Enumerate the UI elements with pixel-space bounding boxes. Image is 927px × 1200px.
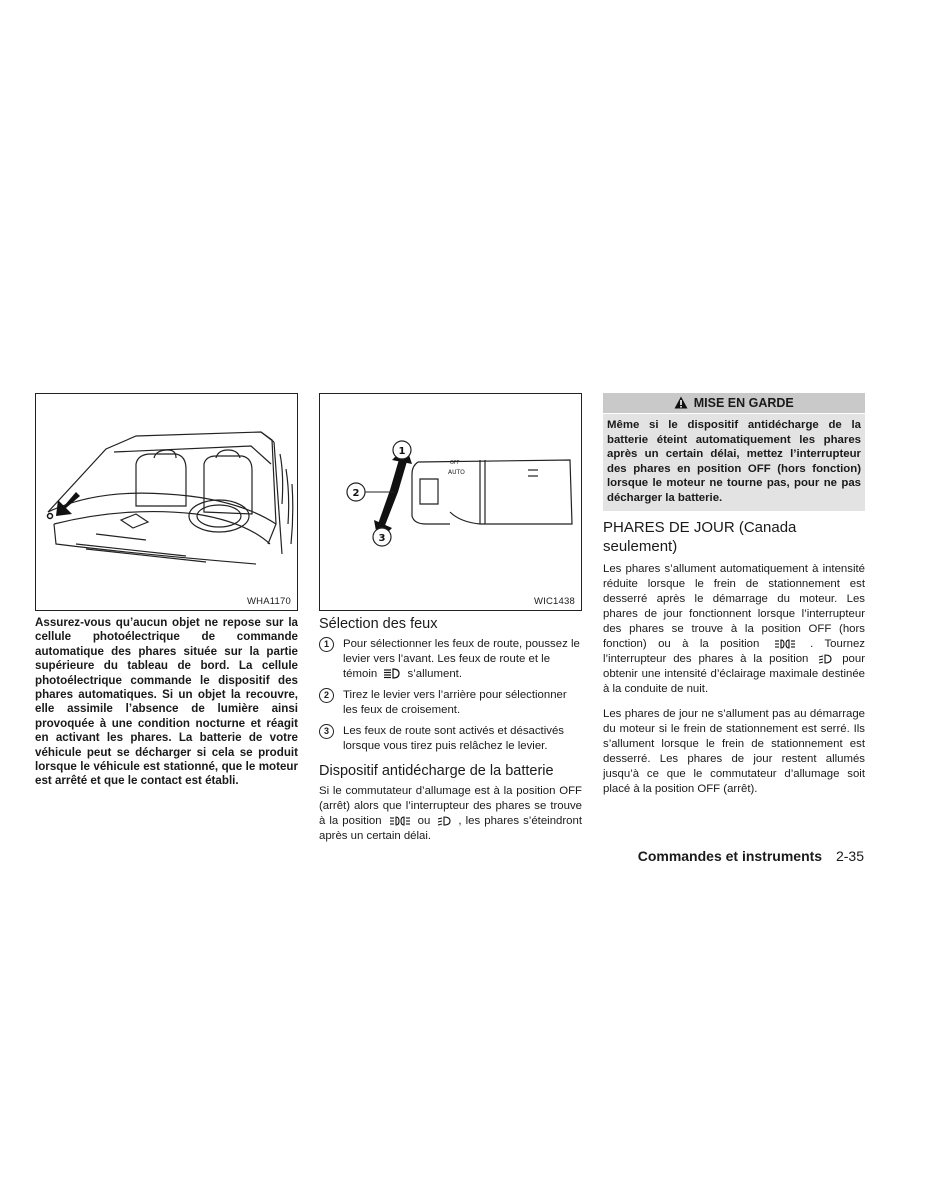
headlight-icon — [818, 654, 832, 664]
figure-dashboard-sensor — [35, 393, 298, 611]
column-middle — [319, 393, 582, 854]
footer-section-title: Commandes et instruments — [637, 848, 823, 864]
list-item: 3 Les feux de route sont activés et désactivés lorsque vous tirez puis relâchez le levier. — [319, 724, 582, 754]
switch-label-auto: AUTO — [448, 469, 465, 476]
heading-daytime-running-lights: PHARES DE JOUR (Canada seulement) — [603, 518, 797, 555]
photo-sensor-icon — [48, 514, 53, 519]
parking-light-icon — [389, 816, 411, 826]
figure-headlight-lever — [319, 393, 582, 611]
list-item: 1 Pour sélectionner les feux de route, poussez le levier vers l’avant. Les feux de route et le témoin s’allument. — [319, 637, 582, 682]
figure-caption: Assurez-vous qu’aucun objet ne repose sur la cellule photoélectrique de commande automatique des phares située sur la partie supérieure du tableau de bord. La cellule photoélectrique commande le dispositif des phares automatiques. Si un objet la recouvre, elle assimile l’absence de lumière ainsi provoquée à une condition nocturne et réagit en activant les phares. La batterie de votre véhicule peut se décharger si cela se produit lorsque le véhicule est stationné, que le moteur est arrêté et que le contact est établi. — [35, 616, 298, 788]
item-number: 3 — [319, 724, 334, 739]
high-beam-icon — [383, 668, 401, 679]
column-left — [35, 393, 298, 789]
switch-label-off: OFF — [450, 460, 460, 466]
item-number: 2 — [319, 688, 334, 703]
lever-illustration — [320, 394, 581, 610]
callout-3-label: 3 — [378, 533, 386, 544]
column-right — [603, 393, 865, 807]
beam-instructions-list — [319, 637, 582, 754]
lever-direction-arrow-icon — [374, 446, 412, 542]
parking-light-icon — [774, 639, 796, 649]
figure-code: WHA1170 — [247, 596, 291, 607]
page-number: 2-35 — [835, 848, 864, 864]
page-footer — [638, 848, 864, 864]
drl-paragraph-1: Les phares s’allument automatiquement à intensité réduite lorsque le frein de stationnement est desserré après le démarrage du moteur. Les phares de jour fonctionnent lorsque l’interrupteur des phares se trouve à la position OFF (hors fonction) ou à la position . Tournez l’interrupteur des phares à la position pour obtenir une intensité d’éclairage maximale destinée à la conduite de nuit. — [603, 562, 866, 695]
callout-2-label: 2 — [352, 488, 360, 499]
item-number: 1 — [319, 637, 334, 652]
dashboard-illustration — [36, 394, 297, 610]
callout-1-label: 1 — [398, 446, 406, 457]
drl-paragraph-2: Les phares de jour ne s’allument pas au démarrage du moteur si le frein de stationnement est serré. Ils s’allument lorsque le frein de stationnement est desserré. Les phares de jour restent allumés jusqu’à ce que le commutateur d’allumage soit placé à la position OFF (arrêt). — [603, 707, 865, 795]
warning-title: MISE EN GARDE — [693, 396, 794, 410]
heading-beam-selection: Sélection des feux — [319, 616, 438, 632]
battery-saver-paragraph: Si le commutateur d’allumage est à la position OFF (arrêt) alors que l’interrupteur des phares se trouve à la position ou , les phares s’éteindront après un certain délai. — [319, 785, 582, 842]
list-item: 2 Tirez le levier vers l’arrière pour sélectionner les feux de croisement. — [319, 688, 582, 718]
warning-text: Même si le dispositif antidécharge de la batterie éteint automatiquement les phares après un certain délai, mettez l’interrupteur des phares en position OFF (hors fonction) lorsque le moteur ne tourne pas, pour ne pas décharger la batterie. — [603, 414, 865, 511]
warning-triangle-icon — [674, 396, 688, 409]
warning-header — [603, 393, 865, 413]
figure-code: WIC1438 — [533, 596, 575, 607]
headlight-icon — [437, 816, 451, 826]
sensor-arrow-icon — [56, 492, 80, 516]
heading-battery-saver: Dispositif antidécharge de la batterie — [319, 763, 554, 779]
